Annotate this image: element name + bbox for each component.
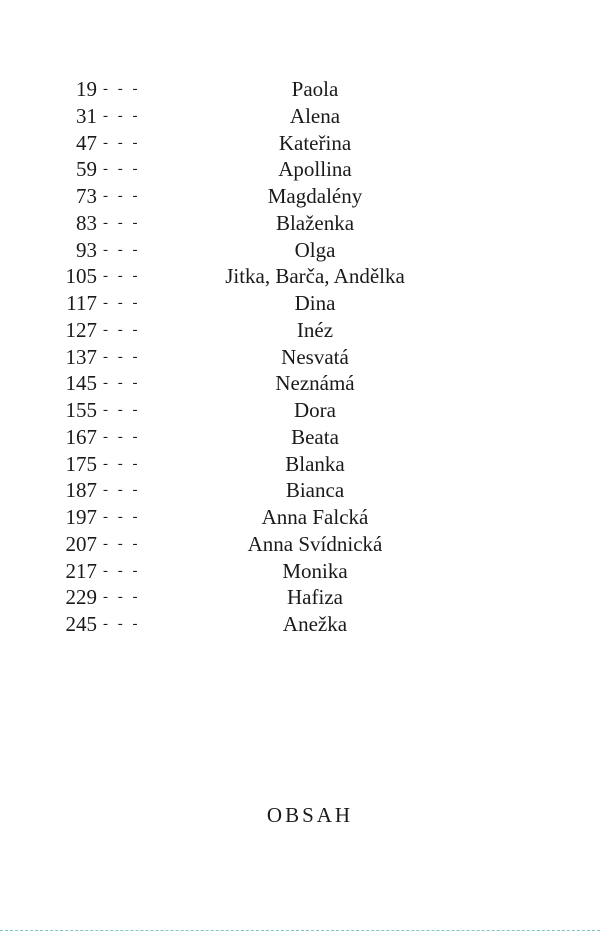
- toc-chapter-title: Nesvatá: [281, 344, 349, 369]
- toc-leader-dashes: - - -: [103, 589, 141, 606]
- toc-chapter-title: Kateřina: [278, 130, 352, 155]
- toc-chapter-title: Dora: [294, 398, 336, 422]
- toc-chapter-title: Inéz: [296, 317, 334, 342]
- toc-chapter-title: Anna Svídnická: [247, 531, 383, 556]
- toc-leader-dashes: - - -: [103, 482, 141, 499]
- toc-leader-dashes: - - -: [103, 455, 141, 472]
- toc-chapter-title: Magdalény: [267, 184, 363, 208]
- toc-page-number: 155: [65, 398, 97, 422]
- toc-entry: [0, 611, 600, 638]
- toc-entry: [0, 584, 600, 611]
- toc-page-number: 187: [65, 478, 97, 503]
- toc-leader-dashes: - - -: [103, 321, 141, 338]
- toc-page-number: 47: [76, 130, 97, 155]
- toc-leader-dashes: - - -: [103, 188, 141, 204]
- toc-page-number: 83: [76, 210, 97, 235]
- toc-leader-dashes: - - -: [103, 348, 141, 365]
- toc-entry: [0, 531, 600, 558]
- toc-page-number: 127: [65, 317, 97, 342]
- toc-entry: [0, 263, 600, 290]
- toc-page-number: 31: [76, 103, 97, 128]
- toc-leader-dashes: - - -: [103, 161, 141, 178]
- toc-leader-dashes: - - -: [103, 134, 141, 151]
- toc-page-number: 197: [65, 505, 97, 529]
- toc-chapter-title: Jitka, Barča, Andělka: [225, 264, 405, 289]
- toc-page-number: 207: [65, 531, 97, 556]
- page-edge-divider: [0, 930, 600, 931]
- toc-chapter-title: Alena: [289, 103, 341, 128]
- toc-leader-dashes: - - -: [103, 535, 141, 552]
- toc-leader-dashes: - - -: [103, 428, 141, 445]
- toc-chapter-title: Olga: [294, 237, 336, 262]
- toc-entry: [0, 370, 600, 397]
- toc-leader-dashes: - - -: [103, 214, 141, 231]
- toc-chapter-title: Bianca: [285, 478, 345, 503]
- toc-entry: [0, 237, 600, 264]
- toc-entry: [0, 451, 600, 478]
- toc-page-number: 73: [76, 184, 97, 208]
- toc-entry: [0, 344, 600, 371]
- toc-leader-dashes: - - -: [103, 509, 141, 525]
- toc-page-number: 137: [65, 344, 97, 369]
- toc-page-number: 59: [76, 157, 97, 182]
- toc-entry: [0, 103, 600, 130]
- toc-page-number: 217: [65, 558, 97, 583]
- toc-chapter-title: Hafiza: [287, 585, 343, 610]
- toc-chapter-title: Blanka: [285, 451, 345, 476]
- toc-chapter-title: Paola: [291, 77, 339, 101]
- toc-page-number: 175: [65, 451, 97, 476]
- toc-leader-dashes: - - -: [103, 402, 141, 418]
- toc-entry: [0, 397, 600, 424]
- toc-chapter-title: Anežka: [282, 612, 348, 636]
- toc-entry: [0, 558, 600, 585]
- toc-chapter-title: Blaženka: [275, 210, 355, 235]
- toc-leader-dashes: - - -: [103, 295, 141, 311]
- toc-entry: [0, 317, 600, 344]
- toc-entry: [0, 290, 600, 317]
- toc-chapter-title: Beata: [291, 424, 339, 449]
- contents-heading: OBSAH: [266, 803, 354, 827]
- toc-chapter-title: Neznámá: [275, 371, 355, 396]
- toc-page-number: 145: [65, 371, 97, 396]
- table-of-contents: [0, 76, 600, 638]
- toc-page-number: 167: [65, 424, 97, 449]
- toc-chapter-title: Dina: [294, 291, 336, 315]
- toc-entry: [0, 477, 600, 504]
- toc-entry: [0, 76, 600, 103]
- toc-page-number: 245: [65, 612, 97, 636]
- toc-chapter-title: Anna Falcká: [261, 505, 369, 529]
- toc-leader-dashes: - - -: [103, 81, 141, 97]
- toc-leader-dashes: - - -: [103, 268, 141, 285]
- toc-page-number: 117: [66, 291, 97, 315]
- toc-entry: [0, 210, 600, 237]
- toc-entry: [0, 424, 600, 451]
- toc-leader-dashes: - - -: [103, 616, 141, 632]
- toc-entry: [0, 130, 600, 157]
- toc-leader-dashes: - - -: [103, 107, 141, 124]
- toc-page-number: 105: [65, 264, 97, 289]
- toc-leader-dashes: - - -: [103, 241, 141, 258]
- toc-page-number: 19: [76, 77, 97, 101]
- toc-page-number: 229: [65, 585, 97, 610]
- toc-chapter-title: Monika: [282, 558, 348, 583]
- toc-chapter-title: Apollina: [278, 157, 352, 182]
- toc-entry: [0, 504, 600, 531]
- toc-leader-dashes: - - -: [103, 562, 141, 579]
- toc-entry: [0, 156, 600, 183]
- toc-leader-dashes: - - -: [103, 375, 141, 392]
- toc-entry: [0, 183, 600, 210]
- toc-page-number: 93: [76, 237, 97, 262]
